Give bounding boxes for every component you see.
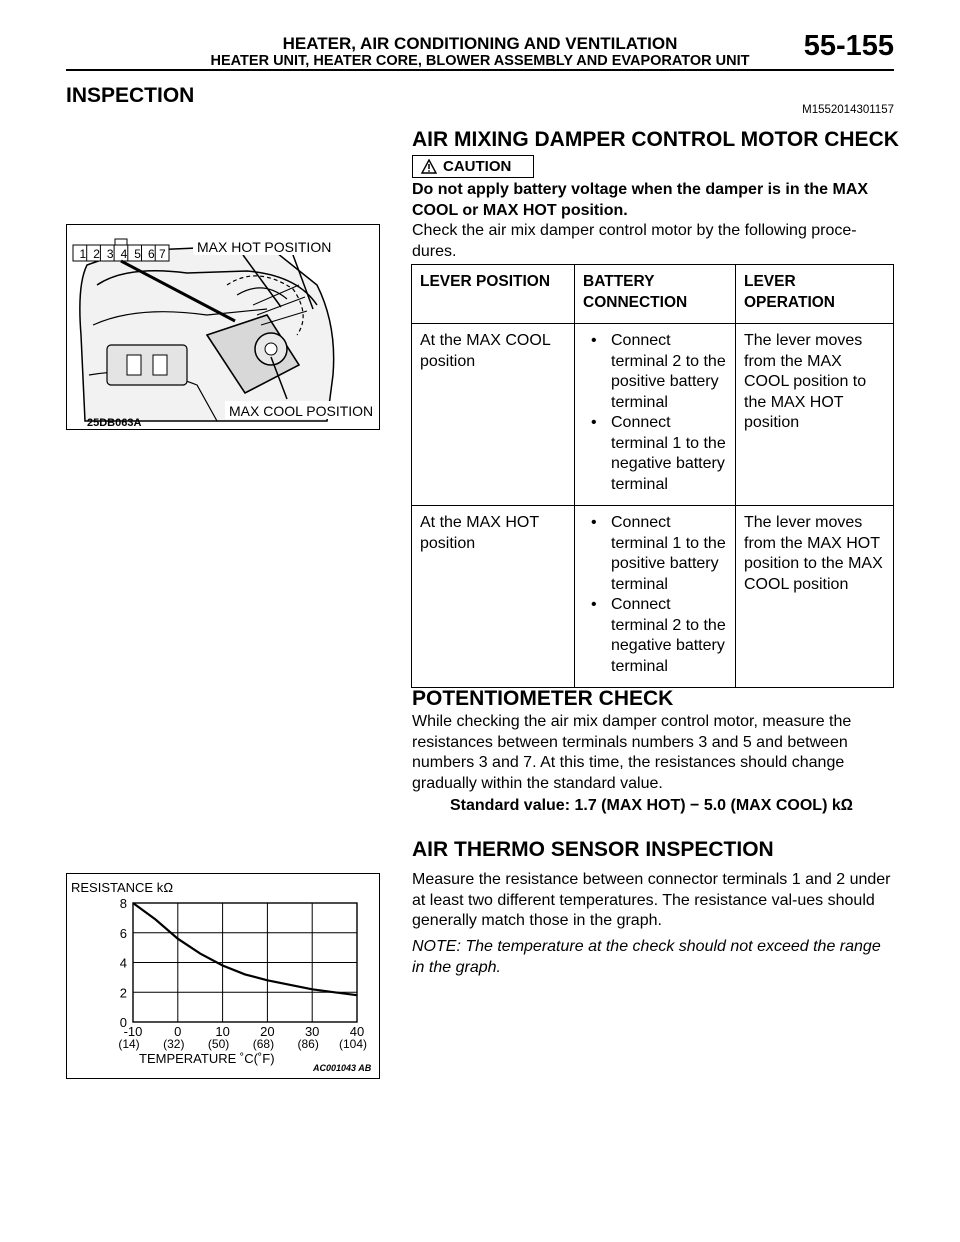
x-tick-label: 0 <box>174 1024 182 1039</box>
x-tick-label-fahrenheit: (68) <box>252 1037 275 1051</box>
damper-check-heading: AIR MIXING DAMPER CONTROL MOTOR CHECK <box>412 128 899 151</box>
connector-pin: 3 <box>106 247 114 261</box>
x-tick-label: 30 <box>304 1024 320 1039</box>
list-item: • Connect terminal 1 to the positive battery terminal <box>601 513 727 595</box>
table-header-cell: LEVER OPERATION <box>736 265 894 324</box>
damper-motor-illustration <box>67 225 379 429</box>
table-cell-position: At the MAX COOL position <box>412 324 575 506</box>
connector-pin: 1 <box>79 247 87 261</box>
list-item: • Connect terminal 1 to the negative battery terminal <box>601 413 727 495</box>
connector-pin: 5 <box>134 247 141 261</box>
x-tick-label-fahrenheit: (86) <box>297 1037 319 1051</box>
x-tick-label-fahrenheit: (14) <box>118 1037 140 1051</box>
table-cell-operation: The lever moves from the MAX HOT position to the MAX COOL position <box>736 506 894 688</box>
resistance-chart <box>67 874 379 1078</box>
list-item: • Connect terminal 2 to the positive battery terminal <box>601 331 727 413</box>
damper-intro: Check the air mix damper control motor by the following proce-dures. <box>412 222 857 260</box>
y-tick-label: 0 <box>119 1015 127 1030</box>
damper-motor-figure <box>66 224 380 430</box>
table-cell-connection <box>575 506 736 688</box>
reference-code: M1552014301157 <box>802 104 894 116</box>
chart-grid <box>133 903 357 1022</box>
chart-series-line <box>133 903 357 995</box>
x-tick-label: 10 <box>215 1024 230 1039</box>
max-hot-label: MAX HOT POSITION <box>197 239 332 255</box>
table-header-cell: LEVER POSITION <box>412 265 575 324</box>
max-cool-label: MAX COOL POSITION <box>229 403 374 419</box>
caution-text: Do not apply battery voltage when the damper is in the MAX COOL or MAX HOT position. <box>412 181 869 219</box>
x-tick-label: 40 <box>349 1024 365 1039</box>
x-tick-label: 20 <box>260 1024 275 1039</box>
figure-code: 25DB063A <box>87 417 142 429</box>
standard-value: Standard value: 1.7 (MAX HOT) − 5.0 (MAX COOL) kΩ <box>450 797 854 814</box>
connector-pin: 2 <box>93 247 100 261</box>
table-cell-operation: The lever moves from the MAX COOL position to the MAX HOT position <box>736 324 894 506</box>
table-row <box>412 324 894 506</box>
page-number: 55-155 <box>803 30 894 62</box>
potentiometer-text: While checking the air mix damper control motor, measure the resistances between terminals numbers 3 and 5 and between numbers 3 and 7. At this time, the resistances should change gradually within the standard value. <box>412 713 852 792</box>
resistance-chart-figure <box>66 873 380 1079</box>
x-tick-label-fahrenheit: (50) <box>207 1037 230 1051</box>
thermo-heading: AIR THERMO SENSOR INSPECTION <box>412 838 774 861</box>
connector-pin: 7 <box>159 247 166 261</box>
potentiometer-heading: POTENTIOMETER CHECK <box>412 687 674 710</box>
header-rule <box>66 69 894 71</box>
x-tick-label: -10 <box>123 1024 143 1039</box>
x-tick-label-fahrenheit: (32) <box>163 1037 185 1051</box>
caution-label: CAUTION <box>443 158 512 175</box>
warning-icon <box>421 159 437 174</box>
y-tick-label: 2 <box>119 985 127 1001</box>
table-cell-position: At the MAX HOT position <box>412 506 575 688</box>
connector-pin: 4 <box>120 247 128 261</box>
list-item: • Connect terminal 2 to the negative battery terminal <box>601 595 727 677</box>
chart-figure-code: AC001043 AB <box>313 1063 372 1073</box>
chart-ylabel: RESISTANCE kΩ <box>71 880 174 895</box>
connector-pin: 6 <box>148 247 155 261</box>
table-row <box>412 506 894 688</box>
section-title: INSPECTION <box>66 84 195 107</box>
y-tick-label: 6 <box>119 925 127 941</box>
running-header-subtitle: HEATER UNIT, HEATER CORE, BLOWER ASSEMBLY AND EVAPORATOR UNIT <box>210 53 750 69</box>
table-header-cell: BATTERY CONNECTION <box>575 265 736 324</box>
x-tick-label-fahrenheit: (104) <box>338 1037 368 1051</box>
thermo-note: NOTE: The temperature at the check should not exceed the range in the graph. <box>412 938 881 976</box>
caution-box <box>412 155 534 178</box>
table-header-row <box>412 265 894 324</box>
running-header-title: HEATER, AIR CONDITIONING AND VENTILATION <box>282 34 678 53</box>
thermo-text: Measure the resistance between connector terminals 1 and 2 under at least two different temperatures. The resistance val-ues should generally match those in the graph. <box>412 871 891 929</box>
damper-check-table <box>411 264 894 688</box>
y-tick-label: 8 <box>119 896 127 911</box>
table-cell-connection <box>575 324 736 506</box>
y-tick-label: 4 <box>119 955 127 971</box>
chart-xlabel: TEMPERATURE ˚C(˚F) <box>139 1051 275 1066</box>
